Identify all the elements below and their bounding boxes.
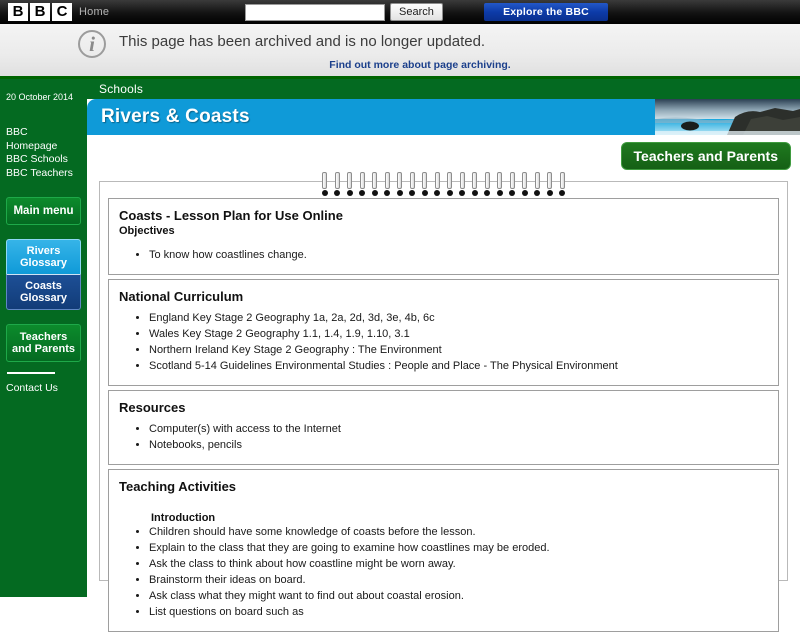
sidebar-link-bbc-teachers[interactable]: BBC Teachers [6,166,73,179]
info-icon: i [78,30,106,58]
bbc-logo-letter-3: C [52,3,72,21]
resources-heading: Resources [119,400,186,415]
list-item: • Computer(s) with access to the Internet [149,422,768,437]
sidebar-contact-us-link[interactable]: Contact Us [6,382,58,394]
search-form [245,3,443,21]
list-item: • Children should have some knowledge of coasts before the lesson. [149,525,768,540]
list-item: • Brainstorm their ideas on board. [149,573,768,588]
list-item: • Explain to the class that they are going to examine how coastlines may be eroded. [149,541,768,556]
section-teaching-activities [108,469,779,632]
bbc-home-link[interactable]: Home [79,6,110,18]
list-item: • Ask class what they might want to find out about coastal erosion. [149,589,768,604]
sidebar-link-bbc-homepage[interactable]: BBC Homepage [6,126,58,152]
coastal-photo [655,99,800,135]
list-item: • List questions on board such as [149,605,768,620]
section-resources [108,390,779,465]
sidebar-bbc-links [6,126,81,180]
explore-the-bbc-button[interactable]: Explore the BBC [484,3,608,21]
list-item: • England Key Stage 2 Geography 1a, 2a, 2d, 3d, 3e, 4b, 6c [149,311,768,326]
list-item: • To know how coastlines change. [149,248,768,263]
bbc-logo[interactable] [8,3,72,21]
introduction-subheading: Introduction [151,512,216,524]
bbc-logo-letter-1: B [8,3,28,21]
list-item: • Ask the class to think about how coastline might be worn away. [149,557,768,572]
sidebar-date: 20 October 2014 [6,92,74,102]
sidebar-divider [7,372,55,374]
main-content [87,79,800,618]
list-item: • Scotland 5-14 Guidelines Environmental Studies : People and Place - The Physical Environment [149,359,768,374]
resources-list [119,422,768,453]
bbc-top-bar [0,0,800,24]
sidebar-link-bbc-schools[interactable]: BBC Schools [6,153,68,165]
page-archiving-link[interactable]: Find out more about page archiving. [329,59,511,71]
sidebar-main-menu-button[interactable]: Main menu [6,197,81,225]
page-body [0,79,800,618]
list-item: • Northern Ireland Key Stage 2 Geography : The Environment [149,343,768,358]
teachers-and-parents-button[interactable]: Teachers and Parents [621,142,791,170]
teaching-activities-heading: Teaching Activities [119,479,237,494]
search-button[interactable]: Search [390,3,443,21]
page-title: Rivers & Coasts [101,106,250,127]
sidebar-teachers-and-parents-button[interactable]: Teachers and Parents [6,324,81,362]
section-national-curriculum [108,279,779,386]
national-curriculum-list [119,311,768,374]
archive-notice-banner [0,24,800,79]
sidebar-coasts-glossary-button[interactable]: Coasts Glossary [6,274,81,310]
objectives-heading: Objectives [119,225,175,237]
sidebar [0,79,87,597]
section-objectives [108,198,779,275]
lesson-plan-title: Coasts - Lesson Plan for Use Online [119,208,343,223]
lesson-plan-notepad [99,181,788,618]
national-curriculum-heading: National Curriculum [119,289,244,304]
title-banner [87,99,800,135]
teachers-button-row [87,135,800,181]
objectives-list [119,248,768,263]
search-input[interactable] [245,4,385,21]
teaching-activities-list [119,525,768,620]
archive-notice-message: This page has been archived and is no longer updated. [119,33,486,50]
list-item: • Notebooks, pencils [149,438,768,453]
schools-section-bar[interactable]: Schools [87,79,800,99]
list-item: • Wales Key Stage 2 Geography 1.1, 1.4, 1.9, 1.10, 3.1 [149,327,768,342]
bbc-logo-letter-2: B [30,3,50,21]
sidebar-rivers-glossary-button[interactable]: Rivers Glossary [6,239,81,274]
